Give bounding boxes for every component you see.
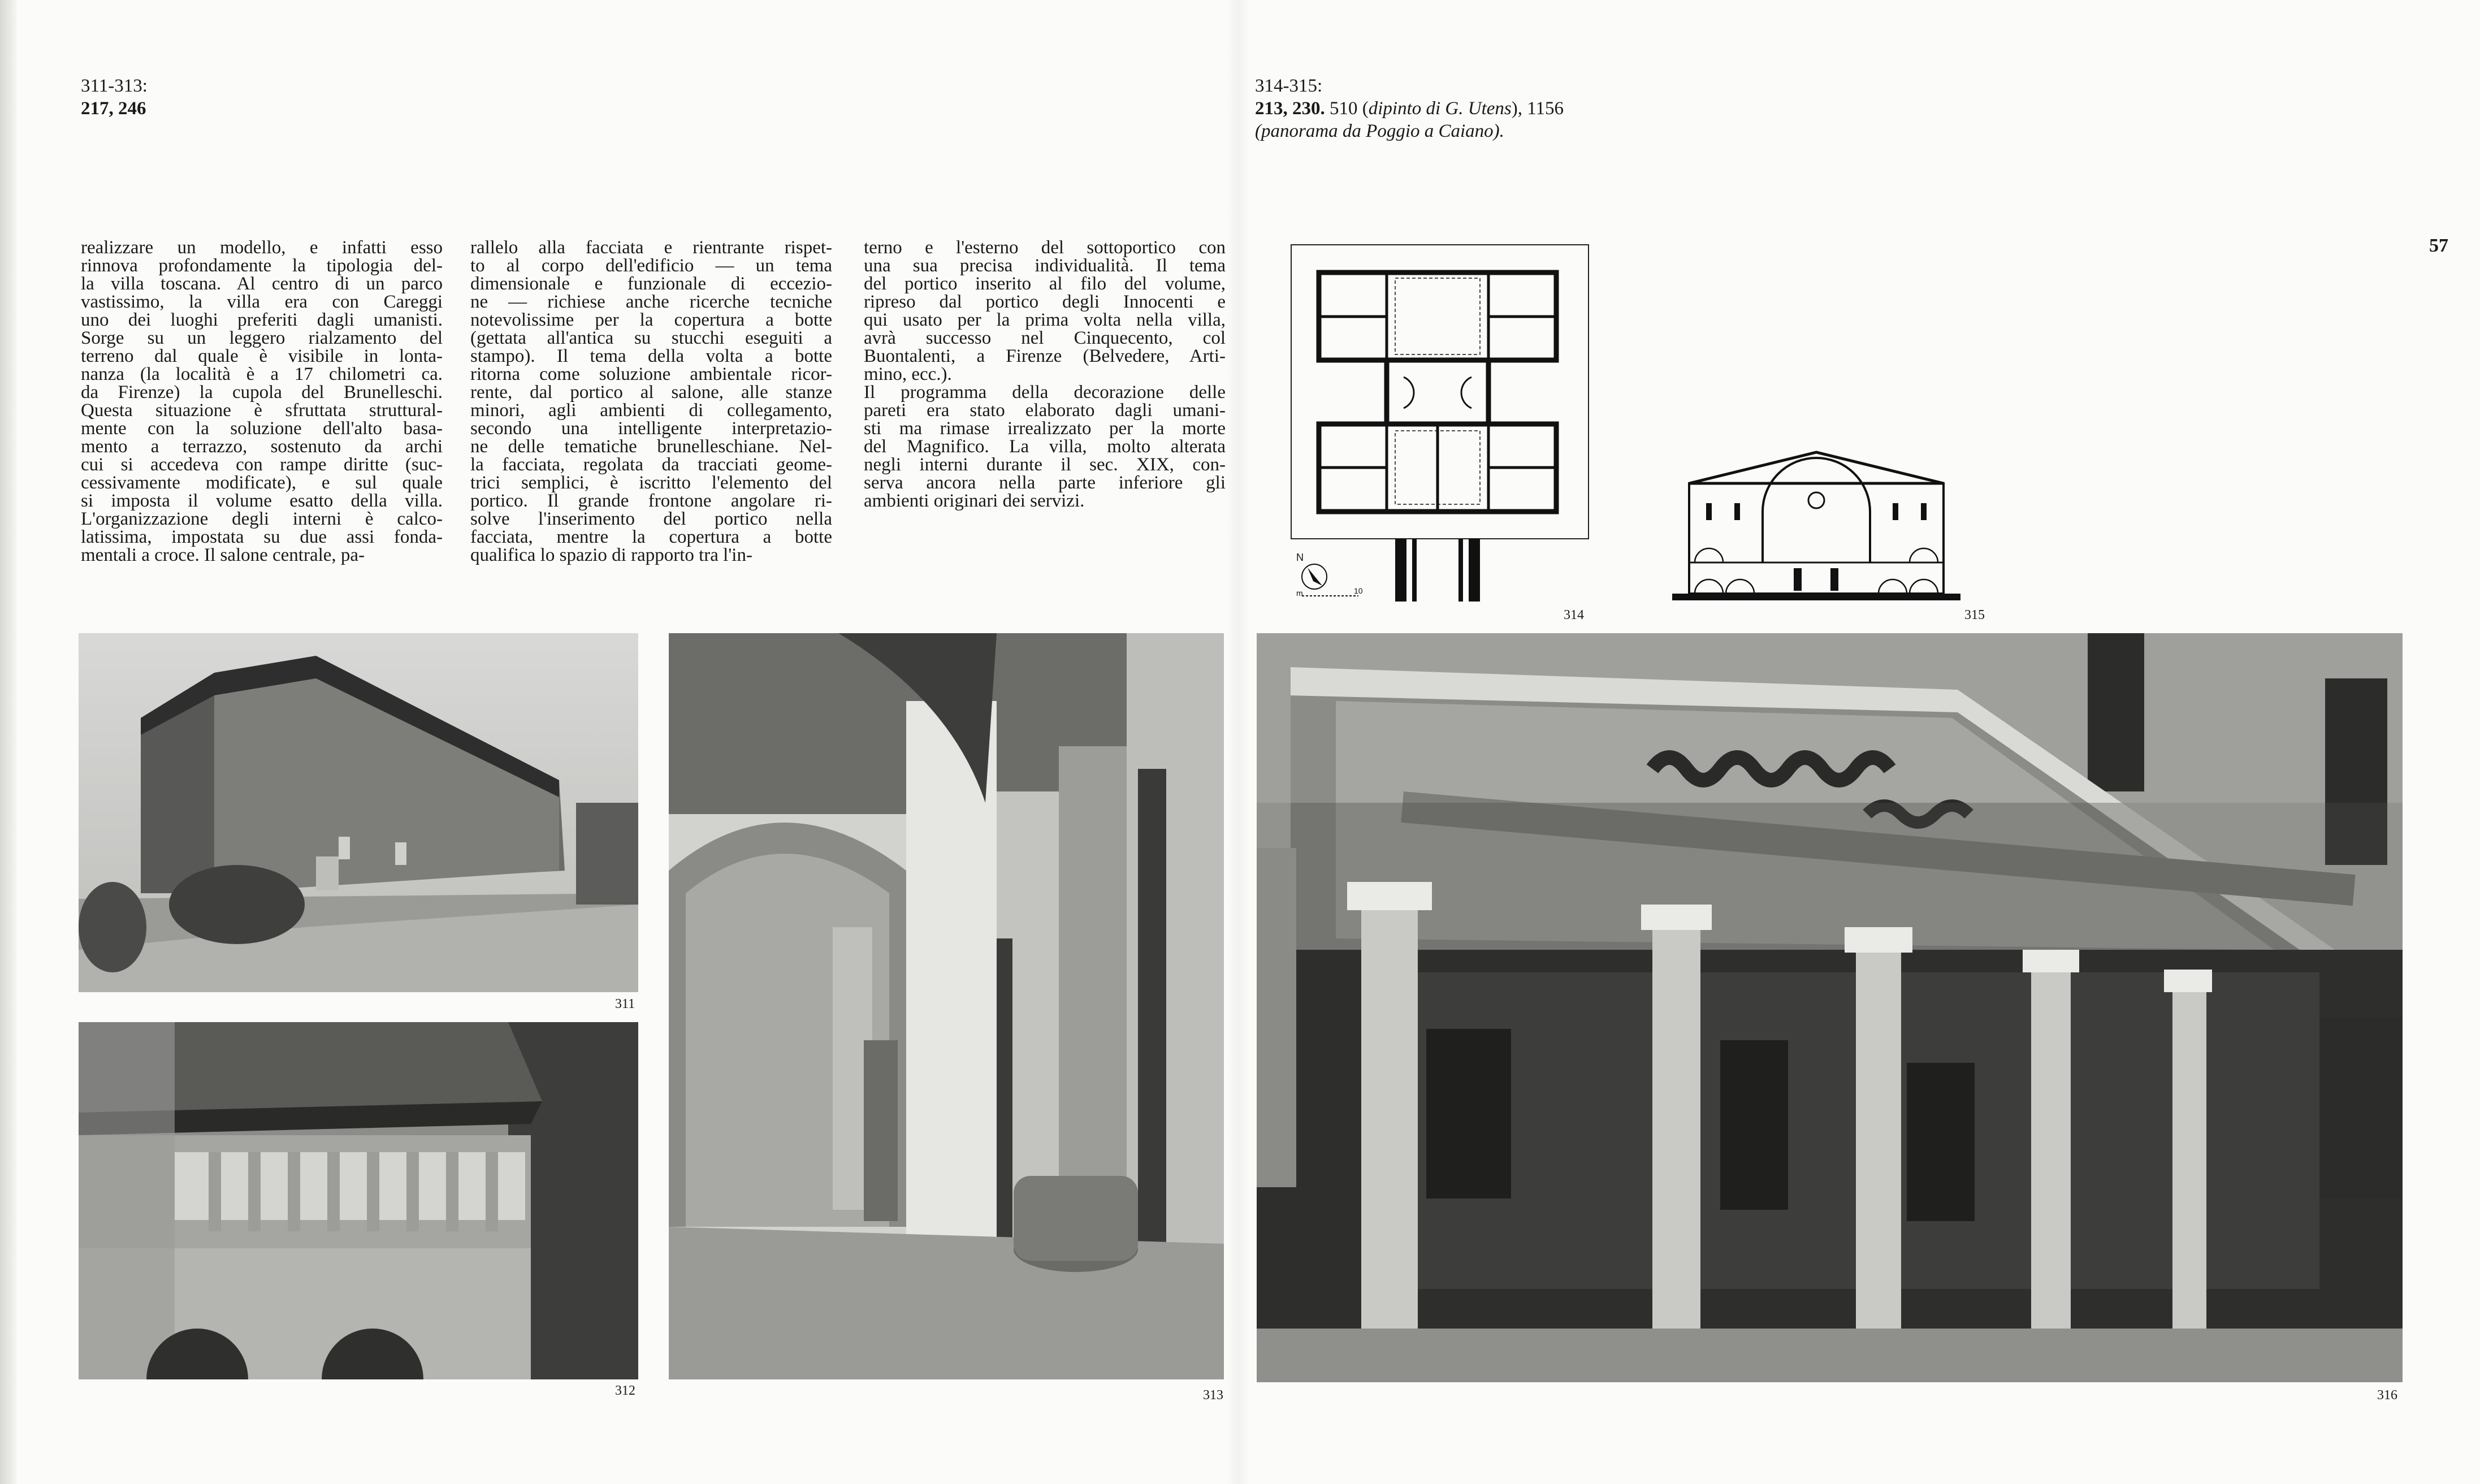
page-number: 57 [2429,235,2448,256]
text-line: (gettata all'antica su stucchi eseguiti a [470,328,832,348]
text-column-3 [864,239,1226,510]
text-line: negli interni durante il sec. XIX, con- [864,455,1226,475]
photo-loggia [79,1022,638,1379]
text-line: Questa situazione è sfruttata struttural- [81,400,443,421]
text-line: minori, agli ambienti di collegamento, [470,400,832,421]
text-line: trici semplici, è iscritto l'elemento del [470,473,832,493]
text-column-2 [470,239,832,564]
text-line: ripreso dal portico degli Innocenti e [864,292,1226,312]
text-line: rente, dal portico al salone, alle stanze [470,382,832,403]
caption-314: 314 [1564,608,1584,622]
text-line: ritorna come soluzione ambientale ricor- [470,364,832,384]
text-line: stampo). Il tema della volta a botte [470,346,832,366]
text-line: ambienti originari dei servizi. [864,491,1085,511]
text-line: mino, ecc.). [864,364,952,384]
scale-unit: m [1296,589,1303,598]
right-ref-range: 314-315: [1255,76,1323,96]
text-line: terno e l'esterno del sottoportico con [864,237,1226,258]
text-line: realizzare un modello, e infatti esso [81,237,443,258]
text-line: la facciata, regolata da tracciati geome- [470,455,832,475]
text-line: Sorge su un leggero rialzamento del [81,328,443,348]
text-line: notevolissime per la copertura a botte [470,310,832,330]
caption-311: 311 [615,997,635,1011]
page-fold [1227,0,1249,1484]
text-line: del Magnifico. La villa, molto alterata [864,436,1226,457]
photo-villa-exterior [79,633,638,992]
text-line: terreno dal quale è visibile in lonta- [81,346,443,366]
text-line: serva ancora nella parte inferiore gli [864,473,1226,493]
right-ref-line1 [1255,97,1564,120]
text-line: qui usato per la prima volta nella villa, [864,310,1226,330]
text-line: ne — richiese anche ricerche tecniche [470,292,832,312]
text-line: la villa toscana. Al centro di un parco [81,274,443,294]
text-line: rinnova profondamente la tipologia del- [81,256,443,276]
drawing-floor-plan [1291,244,1589,602]
text-line: nanza (la località è a 17 chilometri ca. [81,364,443,384]
photo-portico-interior [669,633,1224,1379]
text-line: latissima, impostata su due assi fonda- [81,527,443,547]
right-ref-line2: (panorama da Poggio a Caiano). [1255,121,1504,141]
left-ref-range: 311-313: [81,76,148,96]
text-line: avrà successo nel Cinquecento, col [864,328,1226,348]
text-line: secondo una intelligente interpretazio- [470,418,832,439]
text-column-1 [81,239,443,564]
text-line: del portico inserito al filo del volume, [864,274,1226,294]
text-line: uno dei luoghi preferiti dagli umanisti. [81,310,443,330]
drawing-section [1672,449,1960,602]
right-photo-reference [1255,75,1564,142]
text-line: L'organizzazione degli interni è calco- [81,509,443,529]
text-line: rallelo alla facciata e rientrante rispet- [470,237,832,258]
page-gutter-shadow [0,0,17,1484]
caption-312: 312 [615,1383,635,1398]
left-photo-reference [81,75,148,120]
text-line: Il programma della decorazione delle [864,382,1226,403]
left-ref-figures: 217, 246 [81,98,146,119]
text-line: da Firenze) la cupola del Brunelleschi. [81,382,443,403]
text-line: dimensionale e funzionale di eccezio- [470,274,832,294]
text-line: qualifica lo spazio di rapporto tra l'in- [470,545,752,565]
text-line: sti ma rimase irrealizzato per la morte [864,418,1226,439]
text-line: to al corpo dell'edificio — un tema [470,256,832,276]
scale-value: 10 [1354,586,1363,595]
text-line: portico. Il grande frontone angolare ri- [470,491,832,511]
text-line: Buontalenti, a Firenze (Belvedere, Arti- [864,346,1226,366]
text-line: mento a terrazzo, sostenuto da archi [81,436,443,457]
text-line: pareti era stato elaborato dagli umani- [864,400,1226,421]
caption-313: 313 [1203,1388,1223,1403]
text-line: cessivamente modificate), e sul quale [81,473,443,493]
text-line: si imposta il volume esatto della villa. [81,491,443,511]
north-arrow-label: N [1296,552,1304,563]
text-line: una sua precisa individualità. Il tema [864,256,1226,276]
text-line: vastissimo, la villa era con Careggi [81,292,443,312]
right-ref-text-2: ), 1156 [1511,98,1564,119]
right-ref-figures: 213, 230. [1255,98,1325,119]
text-line: ne delle tematiche brunelleschiane. Nel- [470,436,832,457]
caption-316: 316 [2377,1388,2397,1403]
caption-315: 315 [1964,608,1985,622]
photo-portico-facade [1257,633,2403,1382]
text-line: mente con la soluzione dell'alto basa- [81,418,443,439]
text-line: mentali a croce. Il salone centrale, pa- [81,545,365,565]
text-line: facciata, mentre la copertura a botte [470,527,832,547]
right-ref-painter: dipinto di G. Utens [1368,98,1512,119]
text-line: solve l'inserimento del portico nella [470,509,832,529]
right-ref-text: 510 ( [1325,98,1369,119]
text-line: cui si accedeva con rampe diritte (suc- [81,455,443,475]
